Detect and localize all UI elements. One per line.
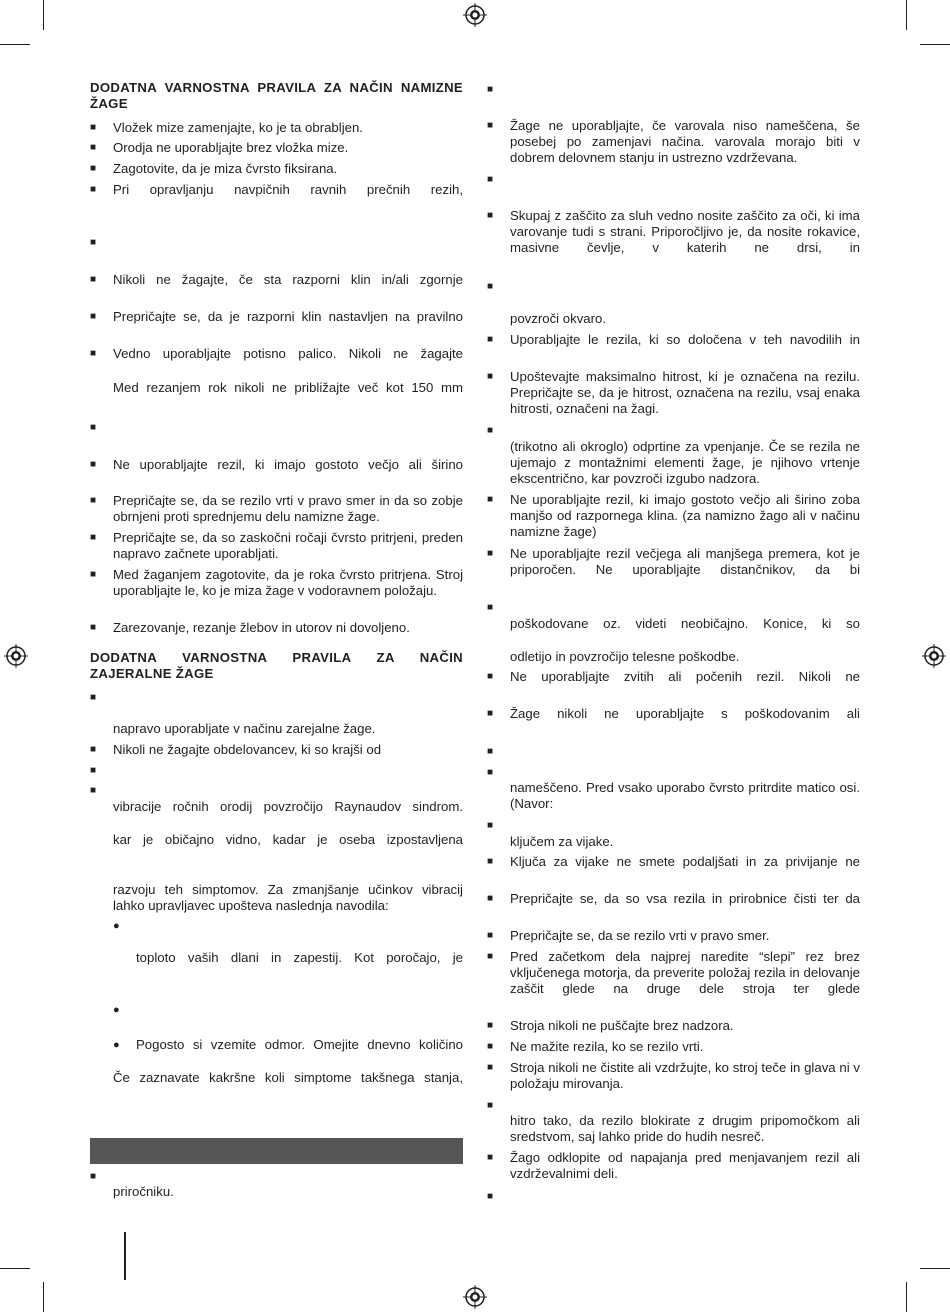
list-item-text: kar je običajno vidno, kadar je oseba izpostavljena bbox=[113, 832, 463, 847]
heading-line: ŽAGE bbox=[90, 96, 128, 112]
list-item bbox=[487, 369, 860, 418]
list-item-text: Stroja nikoli ne puščajte brez nadzora. bbox=[510, 1018, 734, 1033]
registration-mark-icon bbox=[463, 3, 487, 27]
bullet-icon: ■ bbox=[90, 311, 97, 322]
bullet-dot-icon: ● bbox=[113, 920, 120, 932]
list-item-continuation bbox=[487, 311, 860, 327]
crop-mark bbox=[906, 1282, 907, 1312]
list-item-continuation bbox=[90, 721, 463, 737]
list-item-text: Ključa za vijake ne smete podaljšati in za privijanje ne bbox=[510, 854, 860, 869]
list-item bbox=[90, 272, 463, 288]
list-item-continuation bbox=[90, 1070, 463, 1086]
list-item bbox=[90, 309, 463, 325]
list-item bbox=[487, 1060, 860, 1092]
list-item bbox=[90, 493, 463, 525]
list-item-text: Upoštevajte maksimalno hitrost, ki je označena na rezilu. Prepričajte se, da je hitrost, označena na rezilu, vsaj enaka hitrosti, označeni na žagi. bbox=[510, 369, 860, 417]
list-item-text: Ne uporabljajte rezil, ki imajo gostoto večjo ali širino zoba manjšo od razpornega klina. (za namizno žago ali v načinu namizne žage) bbox=[510, 492, 860, 540]
bullet-icon: ■ bbox=[90, 184, 97, 195]
list-item-text: Zarezovanje, rezanje žlebov in utorov ni dovoljeno. bbox=[113, 620, 410, 635]
bullet-icon: ■ bbox=[90, 744, 97, 755]
list-item-text: Prepričajte se, da se rezilo vrti v pravo smer in da so zobje obrnjeni proti sprednjemu delu namizne žage. bbox=[113, 493, 463, 525]
registration-mark-icon bbox=[4, 644, 28, 668]
list-item bbox=[487, 854, 860, 870]
list-item bbox=[487, 332, 860, 348]
bullet-icon: ■ bbox=[487, 856, 494, 867]
list-item-text: Med žaganjem zagotovite, da je roka čvrsto pritrjena. Stroj uporabljajte le, ko je miza žage v vodoravnem položaju. bbox=[113, 567, 463, 599]
bullet-icon: ■ bbox=[90, 569, 97, 580]
page-number-rule bbox=[124, 1232, 126, 1280]
list-item bbox=[487, 928, 860, 944]
crop-mark bbox=[920, 1268, 950, 1269]
list-item bbox=[487, 1018, 860, 1034]
list-item-text: Ne uporabljajte rezil, ki imajo gostoto večjo ali širino bbox=[113, 457, 463, 472]
bullet-icon: ■ bbox=[487, 930, 494, 941]
list-item-text: Med rezanjem rok nikoli ne približajte več kot 150 mm bbox=[113, 380, 463, 395]
list-item bbox=[487, 546, 860, 578]
bullet-icon: ■ bbox=[487, 1152, 494, 1163]
crop-mark bbox=[0, 1268, 30, 1269]
bullet-icon: ■ bbox=[487, 671, 494, 682]
list-item-text: vibracije ročnih orodij povzročijo Raynaudov sindrom. bbox=[113, 799, 463, 814]
bullet-icon: ■ bbox=[90, 142, 97, 153]
crop-mark bbox=[43, 0, 44, 30]
bullet-icon: ■ bbox=[90, 459, 97, 470]
list-item bbox=[90, 140, 463, 156]
list-item-continuation bbox=[90, 950, 463, 966]
bullet-icon: ■ bbox=[487, 602, 494, 613]
list-item-text: Zagotovite, da je miza čvrsto fiksirana. bbox=[113, 161, 338, 176]
list-item-continuation bbox=[487, 649, 860, 665]
list-item-text: Orodja ne uporabljajte brez vložka mize. bbox=[113, 140, 349, 155]
list-item-text: Ne mažite rezila, ko se rezilo vrti. bbox=[510, 1039, 704, 1054]
list-item-text: Prepričajte se, da so zaskočni ročaji čvrsto pritrjeni, preden napravo začnete uporabljati. bbox=[113, 530, 463, 562]
list-item bbox=[90, 120, 463, 136]
bullet-icon: ■ bbox=[487, 174, 494, 185]
list-item bbox=[90, 457, 463, 473]
bullet-icon: ■ bbox=[90, 122, 97, 133]
list-item-text: Prepričajte se, da se rezilo vrti v pravo smer. bbox=[510, 928, 770, 943]
list-item-text: Pri opravljanju navpičnih ravnih prečnih rezih, bbox=[113, 182, 463, 197]
heading-line: ZAJERALNE ŽAGE bbox=[90, 666, 214, 682]
list-item-continuation bbox=[487, 616, 860, 632]
list-item-continuation bbox=[487, 439, 860, 488]
crop-mark bbox=[920, 44, 950, 45]
list-item-text: Pogosto si vzemite odmor. Omejite dnevno količino bbox=[136, 1037, 463, 1052]
list-item-continuation bbox=[90, 832, 463, 848]
list-item-text: nameščeno. Pred vsako uporabo čvrsto pritrdite matico osi. (Navor: bbox=[510, 780, 860, 812]
bullet-icon: ■ bbox=[487, 334, 494, 345]
bullet-icon: ■ bbox=[90, 765, 97, 776]
sub-list-item bbox=[90, 1037, 463, 1053]
crop-mark bbox=[0, 44, 30, 45]
list-item-continuation bbox=[487, 1113, 860, 1145]
list-item-text: Žage ne uporabljajte, če varovala niso nameščena, še posebej po zamenjavi načina. varovala morajo biti v dobrem delovnem stanju in ustrezno vzdrževana. bbox=[510, 118, 860, 166]
bullet-icon: ■ bbox=[90, 274, 97, 285]
list-item-text: razvoju teh simptomov. Za zmanjšanje učinkov vibracij lahko upravljavec upošteva naslednja navodila: bbox=[113, 882, 463, 914]
section-heading-bar bbox=[90, 1138, 463, 1164]
list-item-text: Vedno uporabljajte potisno palico. Nikoli ne žagajte bbox=[113, 346, 463, 361]
list-item-continuation bbox=[90, 882, 463, 914]
list-item bbox=[90, 346, 463, 362]
crop-mark bbox=[906, 0, 907, 30]
bullet-icon: ■ bbox=[487, 494, 494, 505]
bullet-icon: ■ bbox=[487, 371, 494, 382]
list-item-text: Nikoli ne žagajte, če sta razporni klin in/ali zgornje bbox=[113, 272, 463, 287]
list-item-text: Skupaj z zaščito za sluh vedno nosite zaščito za oči, ki ima varovanje tudi s strani. Priporočljivo je, da nosite rokavice, masivne čevlje, v katerih ne drsi, in bbox=[510, 208, 860, 256]
bullet-icon: ■ bbox=[487, 548, 494, 559]
list-item-text: Nikoli ne žagajte obdelovancev, ki so krajši od bbox=[113, 742, 382, 757]
section-heading bbox=[90, 650, 463, 682]
bullet-icon: ■ bbox=[487, 1020, 494, 1031]
registration-mark-icon bbox=[922, 644, 946, 668]
crop-mark bbox=[43, 1282, 44, 1312]
bullet-icon: ■ bbox=[487, 120, 494, 131]
bullet-icon: ■ bbox=[90, 237, 97, 248]
list-item bbox=[90, 742, 463, 758]
bullet-icon: ■ bbox=[487, 425, 494, 436]
heading-line: DODATNA VARNOSTNA PRAVILA ZA NAČIN NAMIZNE bbox=[90, 80, 463, 95]
list-item-text: Žage nikoli ne uporabljajte s poškodovanim ali bbox=[510, 706, 860, 721]
list-item-text: Vložek mize zamenjajte, ko je ta obrabljen. bbox=[113, 120, 363, 135]
bullet-icon: ■ bbox=[487, 1100, 494, 1111]
registration-mark-icon bbox=[463, 1285, 487, 1309]
list-item-text: hitro tako, da rezilo blokirate z drugim pripomočkom ali sredstvom, saj lahko pride do hudih nesreč. bbox=[510, 1113, 860, 1145]
list-item-text: Žago odklopite od napajanja pred menjavanjem rezil ali vzdrževalnimi deli. bbox=[510, 1150, 860, 1182]
list-item bbox=[90, 530, 463, 562]
list-item bbox=[90, 161, 463, 177]
list-item-text: Ne uporabljajte rezil večjega ali manjšega premera, kot je priporočen. Ne uporabljajte distančnikov, da bi bbox=[510, 546, 860, 578]
bullet-icon: ■ bbox=[487, 1041, 494, 1052]
bullet-icon: ■ bbox=[487, 767, 494, 778]
list-item bbox=[487, 208, 860, 257]
list-item-text: Stroja nikoli ne čistite ali vzdržujte, ko stroj teče in glava ni v položaju mirovanja. bbox=[510, 1060, 860, 1092]
list-item-text: priročniku. bbox=[113, 1184, 174, 1199]
bullet-icon: ■ bbox=[90, 532, 97, 543]
list-item-text: toploto vaših dlani in zapestij. Kot poročajo, je bbox=[136, 950, 463, 965]
bullet-icon: ■ bbox=[487, 84, 494, 95]
list-item bbox=[90, 567, 463, 599]
bullet-icon: ■ bbox=[90, 1171, 97, 1182]
bullet-icon: ■ bbox=[487, 820, 494, 831]
bullet-icon: ■ bbox=[90, 348, 97, 359]
list-item bbox=[487, 492, 860, 541]
list-item-continuation bbox=[487, 834, 860, 850]
list-item bbox=[487, 669, 860, 685]
list-item bbox=[487, 706, 860, 722]
list-item bbox=[90, 182, 463, 198]
list-item-text: povzroči okvaro. bbox=[510, 311, 607, 326]
list-item-text: napravo uporabljate v načinu zarejalne žage. bbox=[113, 721, 376, 736]
list-item-text: Prepričajte se, da je razporni klin nastavljen na pravilno bbox=[113, 309, 463, 324]
list-item-text: Uporabljajte le rezila, ki so določena v teh navodilih in bbox=[510, 332, 860, 347]
list-item bbox=[487, 1150, 860, 1182]
bullet-icon: ■ bbox=[90, 785, 97, 796]
bullet-icon: ■ bbox=[487, 1191, 494, 1202]
list-item-text: odletijo in povzročijo telesne poškodbe. bbox=[510, 649, 740, 664]
bullet-icon: ■ bbox=[487, 210, 494, 221]
bullet-dot-icon: ● bbox=[113, 1004, 120, 1016]
list-item-text: Če zaznavate kakršne koli simptome takšnega stanja, bbox=[113, 1070, 463, 1085]
list-item-text: (trikotno ali okroglo) odprtine za vpenjanje. Če se rezila ne ujemajo z montažnimi elementi žage, je njihovo vrtenje ekscentrično, kar povzroči izgubo nadzora. bbox=[510, 439, 860, 487]
list-item bbox=[90, 620, 463, 636]
bullet-dot-icon: ● bbox=[113, 1039, 120, 1051]
bullet-icon: ■ bbox=[487, 893, 494, 904]
list-item-continuation bbox=[90, 799, 463, 815]
list-item-text: Ne uporabljajte zvitih ali počenih rezil. Nikoli ne bbox=[510, 669, 860, 684]
section-heading bbox=[90, 80, 463, 112]
bullet-icon: ■ bbox=[90, 422, 97, 433]
list-item-text: poškodovane oz. videti neobičajno. Konice, ki so bbox=[510, 616, 860, 631]
bullet-icon: ■ bbox=[487, 281, 494, 292]
bullet-icon: ■ bbox=[487, 746, 494, 757]
bullet-icon: ■ bbox=[90, 692, 97, 703]
list-item-continuation bbox=[90, 380, 463, 396]
list-item-text: Pred začetkom dela najprej naredite “slepi” rez brez vključenega motorja, da preverite položaj rezila in delovanje zaščit glede na druge dele stroja ter glede bbox=[510, 949, 860, 997]
list-item-continuation bbox=[487, 780, 860, 812]
list-item-continuation bbox=[90, 1184, 463, 1200]
bullet-icon: ■ bbox=[487, 951, 494, 962]
bullet-icon: ■ bbox=[90, 163, 97, 174]
list-item-text: Prepričajte se, da so vsa rezila in prirobnice čisti ter da bbox=[510, 891, 860, 906]
heading-line: DODATNA VARNOSTNA PRAVILA ZA NAČIN bbox=[90, 650, 463, 665]
list-item bbox=[487, 1039, 860, 1055]
list-item bbox=[487, 118, 860, 167]
list-item bbox=[487, 891, 860, 907]
bullet-icon: ■ bbox=[487, 708, 494, 719]
bullet-icon: ■ bbox=[90, 495, 97, 506]
list-item bbox=[487, 949, 860, 998]
bullet-icon: ■ bbox=[90, 622, 97, 633]
list-item-text: ključem za vijake. bbox=[510, 834, 614, 849]
bullet-icon: ■ bbox=[487, 1062, 494, 1073]
